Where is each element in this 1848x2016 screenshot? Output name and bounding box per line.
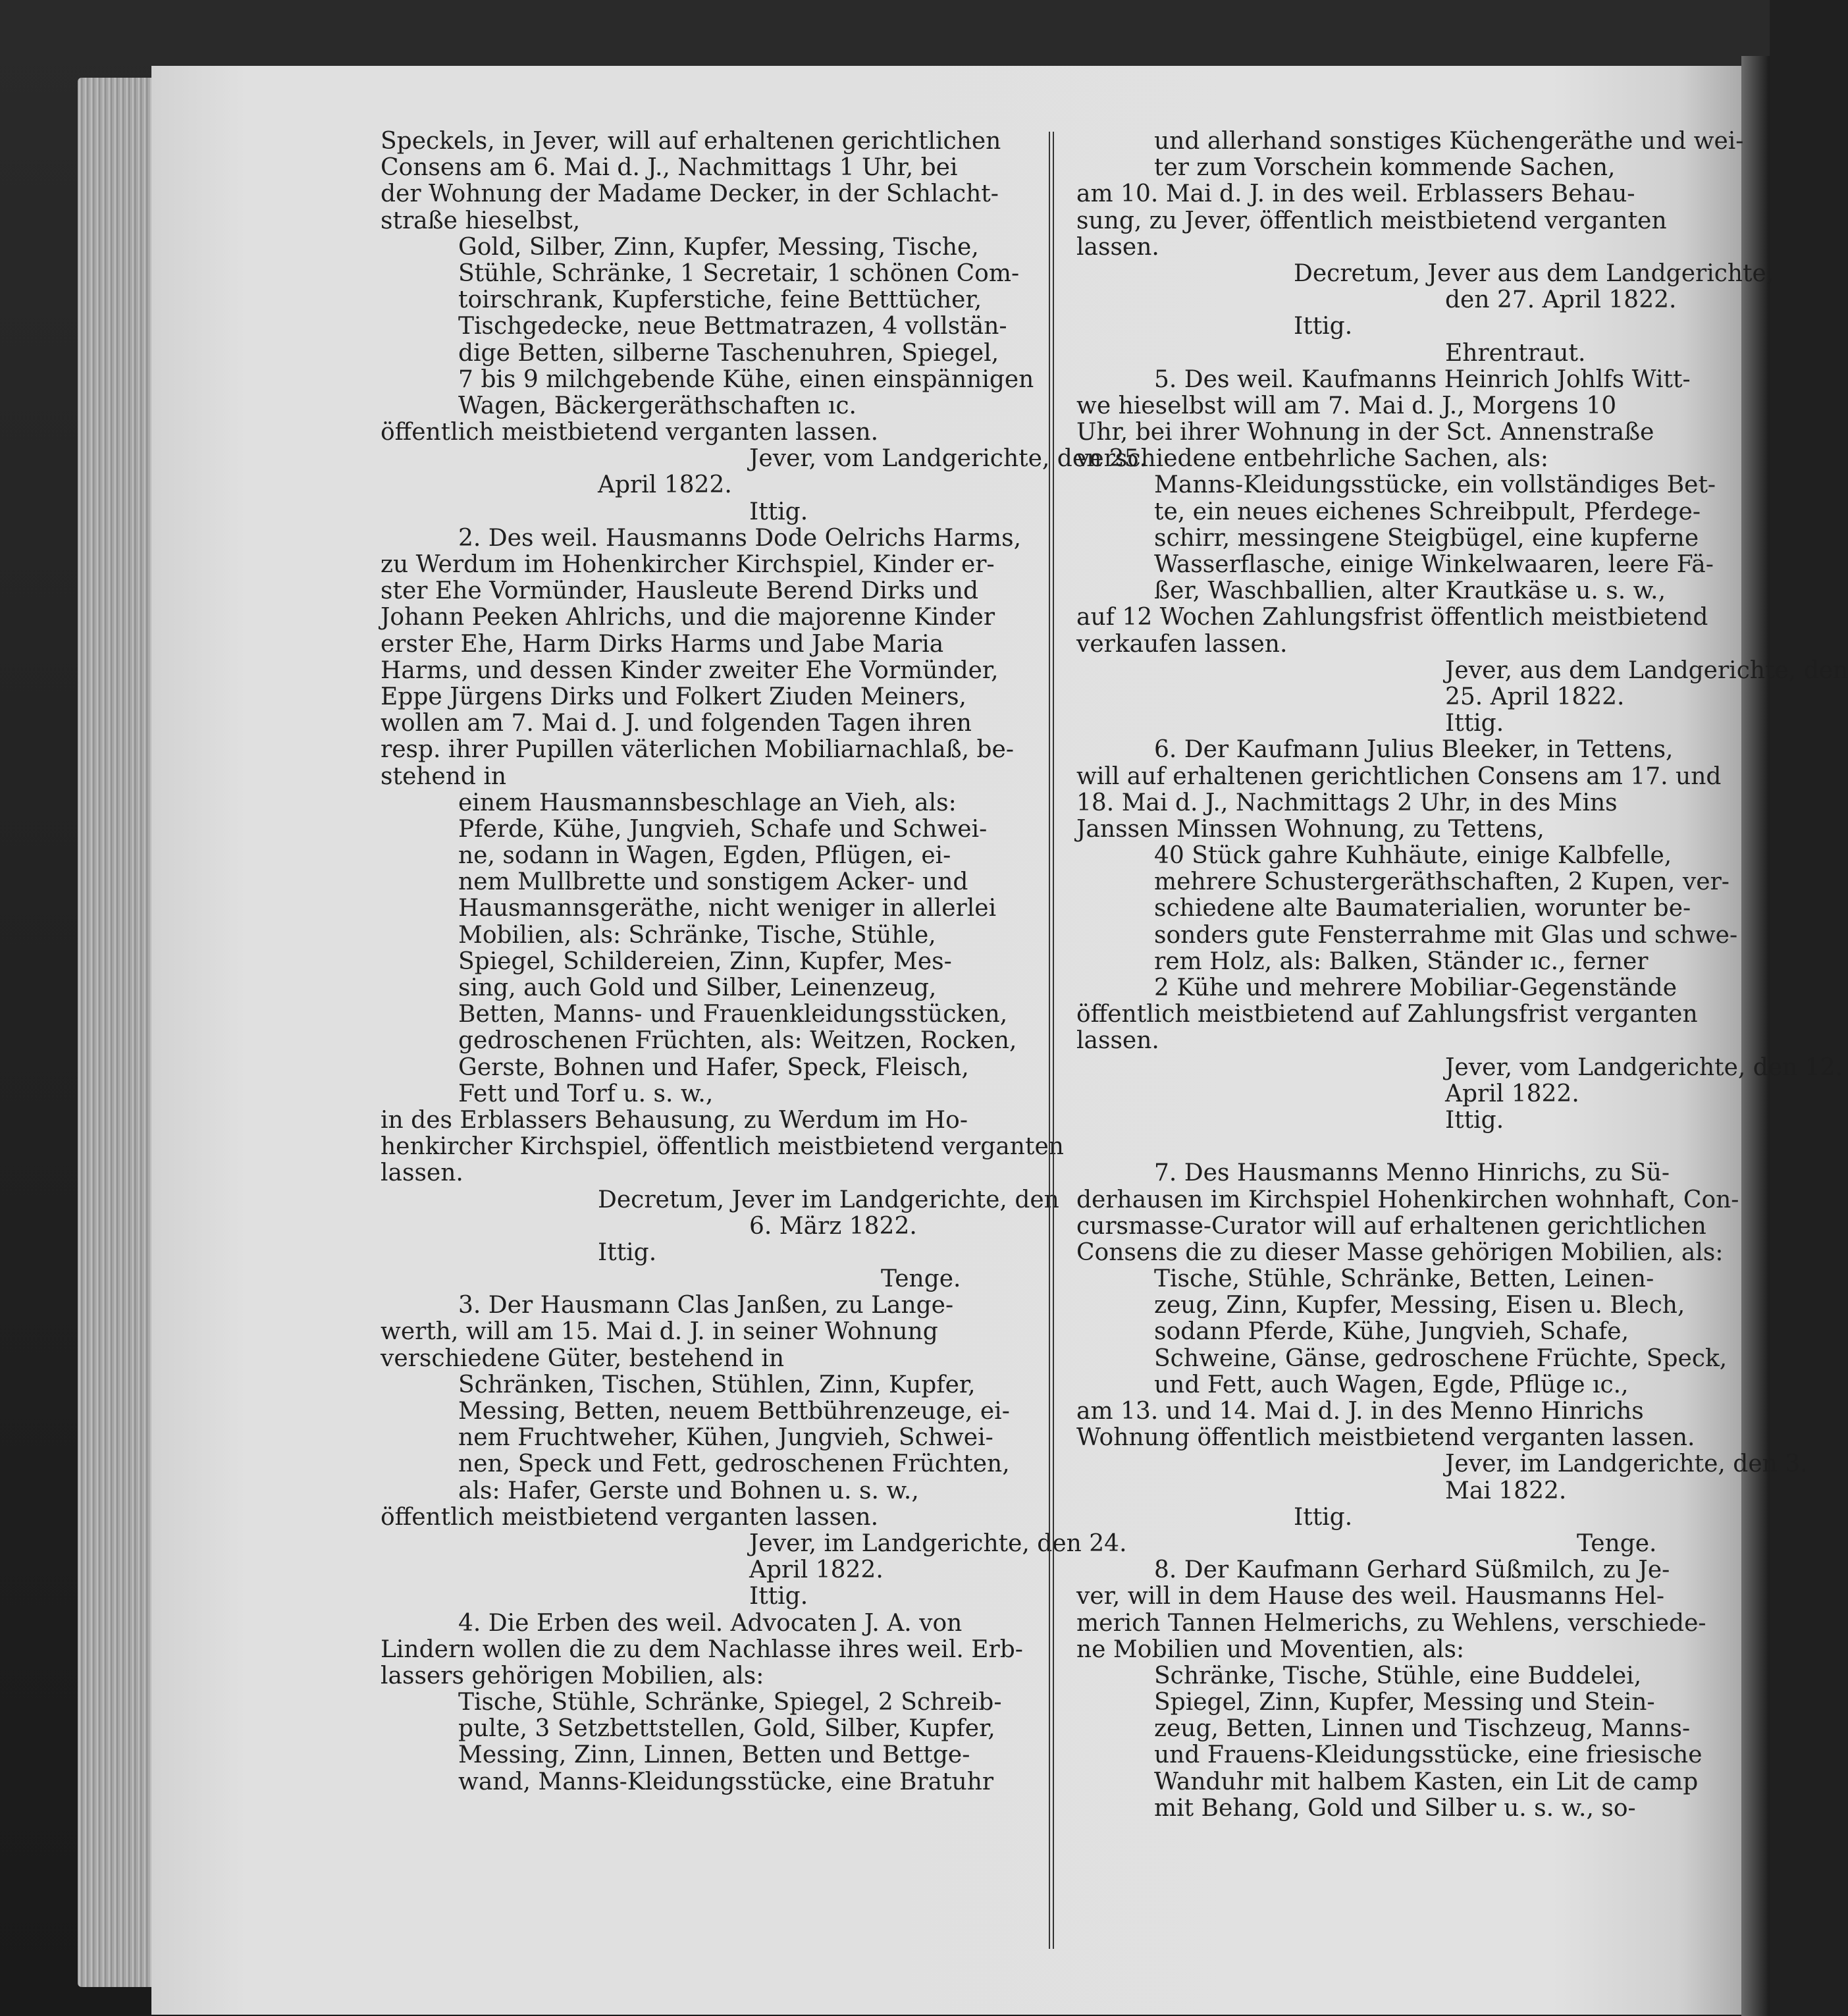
text-line: verschiedene Güter, bestehend in — [381, 1344, 785, 1372]
text-line: nem Mullbrette und sonstigem Acker- und — [458, 868, 968, 896]
text-line: zu Werdum im Hohenkircher Kirchspiel, Kinder er- — [381, 551, 995, 578]
text-line: 7. Des Hausmanns Menno Hinrichs, zu Sü- — [1154, 1159, 1670, 1187]
text-line: sonders gute Fensterrahme mit Glas und schwe- — [1154, 921, 1738, 949]
text-line: den 27. April 1822. — [1445, 286, 1677, 314]
text-line: lassen. — [381, 1159, 463, 1187]
text-line: Schweine, Gänse, gedroschene Früchte, Speck, — [1154, 1344, 1728, 1372]
text-line: und allerhand sonstiges Küchengeräthe und wei- — [1154, 128, 1744, 155]
text-line: Gold, Silber, Zinn, Kupfer, Messing, Tische, — [458, 233, 979, 261]
text-line: 6. Der Kaufmann Julius Bleeker, in Tettens, — [1154, 736, 1674, 764]
text-line: Betten, Manns- und Frauenkleidungsstücken, — [458, 1001, 1008, 1028]
text-line: öffentlich meistbietend verganten lassen. — [381, 419, 879, 446]
text-line: pulte, 3 Setzbettstellen, Gold, Silber, Kupfer, — [458, 1715, 995, 1743]
text-line: Ittig. — [749, 498, 808, 525]
text-line: Messing, Zinn, Linnen, Betten und Bettge- — [458, 1741, 970, 1769]
text-line: Speckels, in Jever, will auf erhaltenen gerichtlichen — [381, 128, 1001, 155]
right-text-column — [1076, 128, 1848, 1822]
text-line: Eppe Jürgens Dirks und Folkert Ziuden Meiners, — [381, 683, 966, 710]
text-line: öffentlich meistbietend auf Zahlungsfrist verganten — [1076, 1001, 1698, 1028]
text-line: zeug, Zinn, Kupfer, Messing, Eisen u. Blech, — [1154, 1292, 1685, 1319]
text-line: Ittig. — [1445, 1106, 1504, 1134]
column-divider-rule — [1049, 132, 1054, 1949]
text-line: ster Ehe Vormünder, Hausleute Berend Dirks und — [381, 577, 979, 605]
text-line: stehend in — [381, 762, 507, 790]
text-line: schiedene alte Baumaterialien, worunter be- — [1154, 895, 1691, 922]
text-line: wand, Manns-Kleidungsstücke, eine Bratuhr — [458, 1768, 994, 1795]
text-line: ter zum Vorschein kommende Sachen, — [1154, 154, 1616, 182]
text-line: Schränke, Tische, Stühle, eine Buddelei, — [1154, 1662, 1642, 1689]
text-line: 40 Stück gahre Kuhhäute, einige Kalbfelle, — [1154, 842, 1672, 870]
text-line: ver, will in dem Hause des weil. Hausmanns Hel- — [1076, 1583, 1665, 1610]
text-line: Pferde, Kühe, Jungvieh, Schafe und Schwei- — [458, 815, 988, 843]
text-line: sung, zu Jever, öffentlich meistbietend verganten — [1076, 207, 1667, 234]
text-line: Jever, aus dem Landgerichte, den — [1445, 656, 1848, 684]
text-line: gedroschenen Früchten, als: Weitzen, Rocken, — [458, 1027, 1017, 1055]
text-line: Consens am 6. Mai d. J., Nachmittags 1 Uhr, bei — [381, 154, 958, 182]
text-line: 7 bis 9 milchgebende Kühe, einen einspännigen — [458, 365, 1034, 393]
page-gutter-shadow — [1741, 56, 1770, 2016]
text-line: als: Hafer, Gerste und Bohnen u. s. w., — [458, 1477, 919, 1504]
text-line: cursmasse-Curator will auf erhaltenen gerichtlichen — [1076, 1212, 1706, 1240]
text-line: Tenge. — [1577, 1529, 1657, 1557]
text-line: resp. ihrer Pupillen väterlichen Mobiliarnachlaß, be- — [381, 736, 1015, 764]
text-line: mit Behang, Gold und Silber u. s. w., so- — [1154, 1794, 1636, 1822]
text-line: Messing, Betten, neuem Bettbührenzeuge, ei- — [458, 1398, 1010, 1425]
text-line: Ittig. — [749, 1583, 808, 1610]
text-line: Gerste, Bohnen und Hafer, Speck, Fleisch, — [458, 1053, 969, 1081]
left-text-column — [381, 128, 1148, 1795]
text-line: 4. Die Erben des weil. Advocaten J. A. von — [458, 1609, 963, 1637]
text-line: Ittig. — [1445, 710, 1504, 737]
text-line: toirschrank, Kupferstiche, feine Betttücher, — [458, 286, 982, 314]
text-line: werth, will am 15. Mai d. J. in seiner Wohnung — [381, 1318, 938, 1346]
text-line: rem Holz, als: Balken, Ständer ıc., ferner — [1154, 947, 1649, 975]
text-line: Harms, und dessen Kinder zweiter Ehe Vormünder, — [381, 656, 999, 684]
text-line: verschiedene entbehrliche Sachen, als: — [1076, 445, 1549, 473]
text-line: erster Ehe, Harm Dirks Harms und Jabe Maria — [381, 630, 944, 658]
text-line: derhausen im Kirchspiel Hohenkirchen wohnhaft, Con- — [1076, 1186, 1739, 1213]
text-line: 3. Der Hausmann Clas Janßen, zu Lange- — [458, 1292, 954, 1319]
text-line: straße hieselbst, — [381, 207, 581, 234]
text-line: Jever, vom Landgerichte, den 12. — [1445, 1053, 1843, 1081]
text-line: zeug, Betten, Linnen und Tischzeug, Manns- — [1154, 1715, 1691, 1743]
text-line: Jever, vom Landgerichte, den 25. — [749, 445, 1148, 473]
text-line: ne Mobilien und Moventien, als: — [1076, 1635, 1465, 1663]
text-line: schirr, messingene Steigbügel, eine kupferne — [1154, 524, 1699, 552]
text-line: Fett und Torf u. s. w., — [458, 1080, 714, 1107]
text-line: ßer, Waschballien, alter Krautkäse u. s. w., — [1154, 577, 1666, 605]
text-line: te, ein neues eichenes Schreibpult, Pferdege- — [1154, 498, 1701, 525]
text-line: henkircher Kirchspiel, öffentlich meistbietend verganten — [381, 1133, 1064, 1161]
text-line: Schränken, Tischen, Stühlen, Zinn, Kupfer, — [458, 1371, 976, 1398]
text-line: we hieselbst will am 7. Mai d. J., Morgens 10 — [1076, 392, 1617, 419]
text-line: ne, sodann in Wagen, Egden, Pflügen, ei- — [458, 842, 951, 870]
text-line: April 1822. — [749, 1556, 884, 1584]
text-line: Manns-Kleidungsstücke, ein vollständiges Bet- — [1154, 471, 1716, 499]
text-line: Johann Peeken Ahlrichs, und die majorenne Kinder — [381, 604, 995, 631]
book-page-edges — [78, 78, 158, 1987]
text-line: Uhr, bei ihrer Wohnung in der Sct. Annenstraße — [1076, 419, 1654, 446]
text-line: verkaufen lassen. — [1076, 630, 1288, 658]
text-line: Jever, im Landgerichte, den 3. — [1445, 1450, 1808, 1478]
text-line: Spiegel, Zinn, Kupfer, Messing und Stein- — [1154, 1689, 1655, 1716]
text-line: nen, Speck und Fett, gedroschenen Früchten, — [458, 1450, 1010, 1478]
text-line: Decretum, Jever im Landgerichte, den — [598, 1186, 1059, 1213]
text-line: 18. Mai d. J., Nachmittags 2 Uhr, in des Mins — [1076, 789, 1618, 816]
text-line: am 10. Mai d. J. in des weil. Erblassers Behau- — [1076, 180, 1635, 208]
text-line: in des Erblassers Behausung, zu Werdum im Ho- — [381, 1106, 968, 1134]
text-line: Ittig. — [1294, 1503, 1353, 1531]
text-line: April 1822. — [1445, 1080, 1579, 1107]
text-line: sodann Pferde, Kühe, Jungvieh, Schafe, — [1154, 1318, 1629, 1346]
text-line: Ittig. — [598, 1238, 657, 1266]
text-line: und Frauens-Kleidungsstücke, eine friesische — [1154, 1741, 1703, 1769]
text-line — [1076, 1134, 1718, 1160]
text-line: merich Tannen Helmerichs, zu Wehlens, verschiede- — [1076, 1609, 1706, 1637]
text-line: Wohnung öffentlich meistbietend verganten lassen. — [1076, 1424, 1695, 1452]
text-line: Hausmannsgeräthe, nicht weniger in allerlei — [458, 895, 997, 922]
text-line: einem Hausmannsbeschlage an Vieh, als: — [458, 789, 957, 816]
text-line: Mobilien, als: Schränke, Tische, Stühle, — [458, 921, 936, 949]
text-line: nem Fruchtweher, Kühen, Jungvieh, Schwei- — [458, 1424, 993, 1452]
text-line: Ittig. — [1294, 313, 1353, 340]
text-line: 5. Des weil. Kaufmanns Heinrich Johlfs Witt- — [1154, 365, 1691, 393]
text-line: Consens die zu dieser Masse gehörigen Mobilien, als: — [1076, 1238, 1724, 1266]
text-line: sing, auch Gold und Silber, Leinenzeug, — [458, 974, 937, 1001]
text-line: wollen am 7. Mai d. J. und folgenden Tagen ihren — [381, 710, 972, 737]
text-line: 2. Des weil. Hausmanns Dode Oelrichs Harms, — [458, 524, 1022, 552]
text-line: will auf erhaltenen gerichtlichen Consens am 17. und — [1076, 762, 1722, 790]
text-line: öffentlich meistbietend verganten lassen. — [381, 1503, 879, 1531]
text-line: Ehrentraut. — [1445, 339, 1586, 367]
text-line: Spiegel, Schildereien, Zinn, Kupfer, Mes- — [458, 947, 952, 975]
text-line: und Fett, auch Wagen, Egde, Pflüge ıc., — [1154, 1371, 1629, 1398]
text-line: April 1822. — [598, 471, 732, 499]
text-line: lassen. — [1076, 1027, 1159, 1055]
text-line: Tenge. — [881, 1265, 961, 1293]
text-line: Jever, im Landgerichte, den 24. — [749, 1529, 1127, 1557]
text-line: am 13. und 14. Mai d. J. in des Menno Hinrichs — [1076, 1398, 1644, 1425]
text-line: Wasserflasche, einige Winkelwaaren, leere Fä- — [1154, 551, 1714, 578]
text-line: Tische, Stühle, Schränke, Betten, Leinen- — [1154, 1265, 1654, 1293]
text-line: auf 12 Wochen Zahlungsfrist öffentlich meistbietend — [1076, 604, 1708, 631]
text-line: Tische, Stühle, Schränke, Spiegel, 2 Schreib- — [458, 1689, 1002, 1716]
text-line: Wanduhr mit halbem Kasten, ein Lit de camp — [1154, 1768, 1699, 1795]
text-line: Wagen, Bäckergeräthschaften ıc. — [458, 392, 857, 419]
text-line: Tischgedecke, neue Bettmatrazen, 4 vollstän- — [458, 313, 1007, 340]
text-line: Lindern wollen die zu dem Nachlasse ihres weil. Erb- — [381, 1635, 1023, 1663]
text-line: lassers gehörigen Mobilien, als: — [381, 1662, 764, 1689]
text-line: der Wohnung der Madame Decker, in der Schlacht- — [381, 180, 999, 208]
text-line: dige Betten, silberne Taschenuhren, Spiegel, — [458, 339, 999, 367]
text-line: Janssen Minssen Wohnung, zu Tettens, — [1076, 815, 1544, 843]
text-line: Decretum, Jever aus dem Landgerichte, — [1294, 259, 1774, 287]
text-line: 2 Kühe und mehrere Mobiliar-Gegenstände — [1154, 974, 1677, 1001]
text-line: 8. Der Kaufmann Gerhard Süßmilch, zu Je- — [1154, 1556, 1670, 1584]
text-line: mehrere Schustergeräthschaften, 2 Kupen, ver- — [1154, 868, 1729, 896]
text-line: Mai 1822. — [1445, 1477, 1567, 1504]
text-line: 6. März 1822. — [749, 1212, 917, 1240]
text-line: Stühle, Schränke, 1 Secretair, 1 schönen Com- — [458, 259, 1020, 287]
text-line: 25. April 1822. — [1445, 683, 1625, 710]
text-line: lassen. — [1076, 233, 1159, 261]
